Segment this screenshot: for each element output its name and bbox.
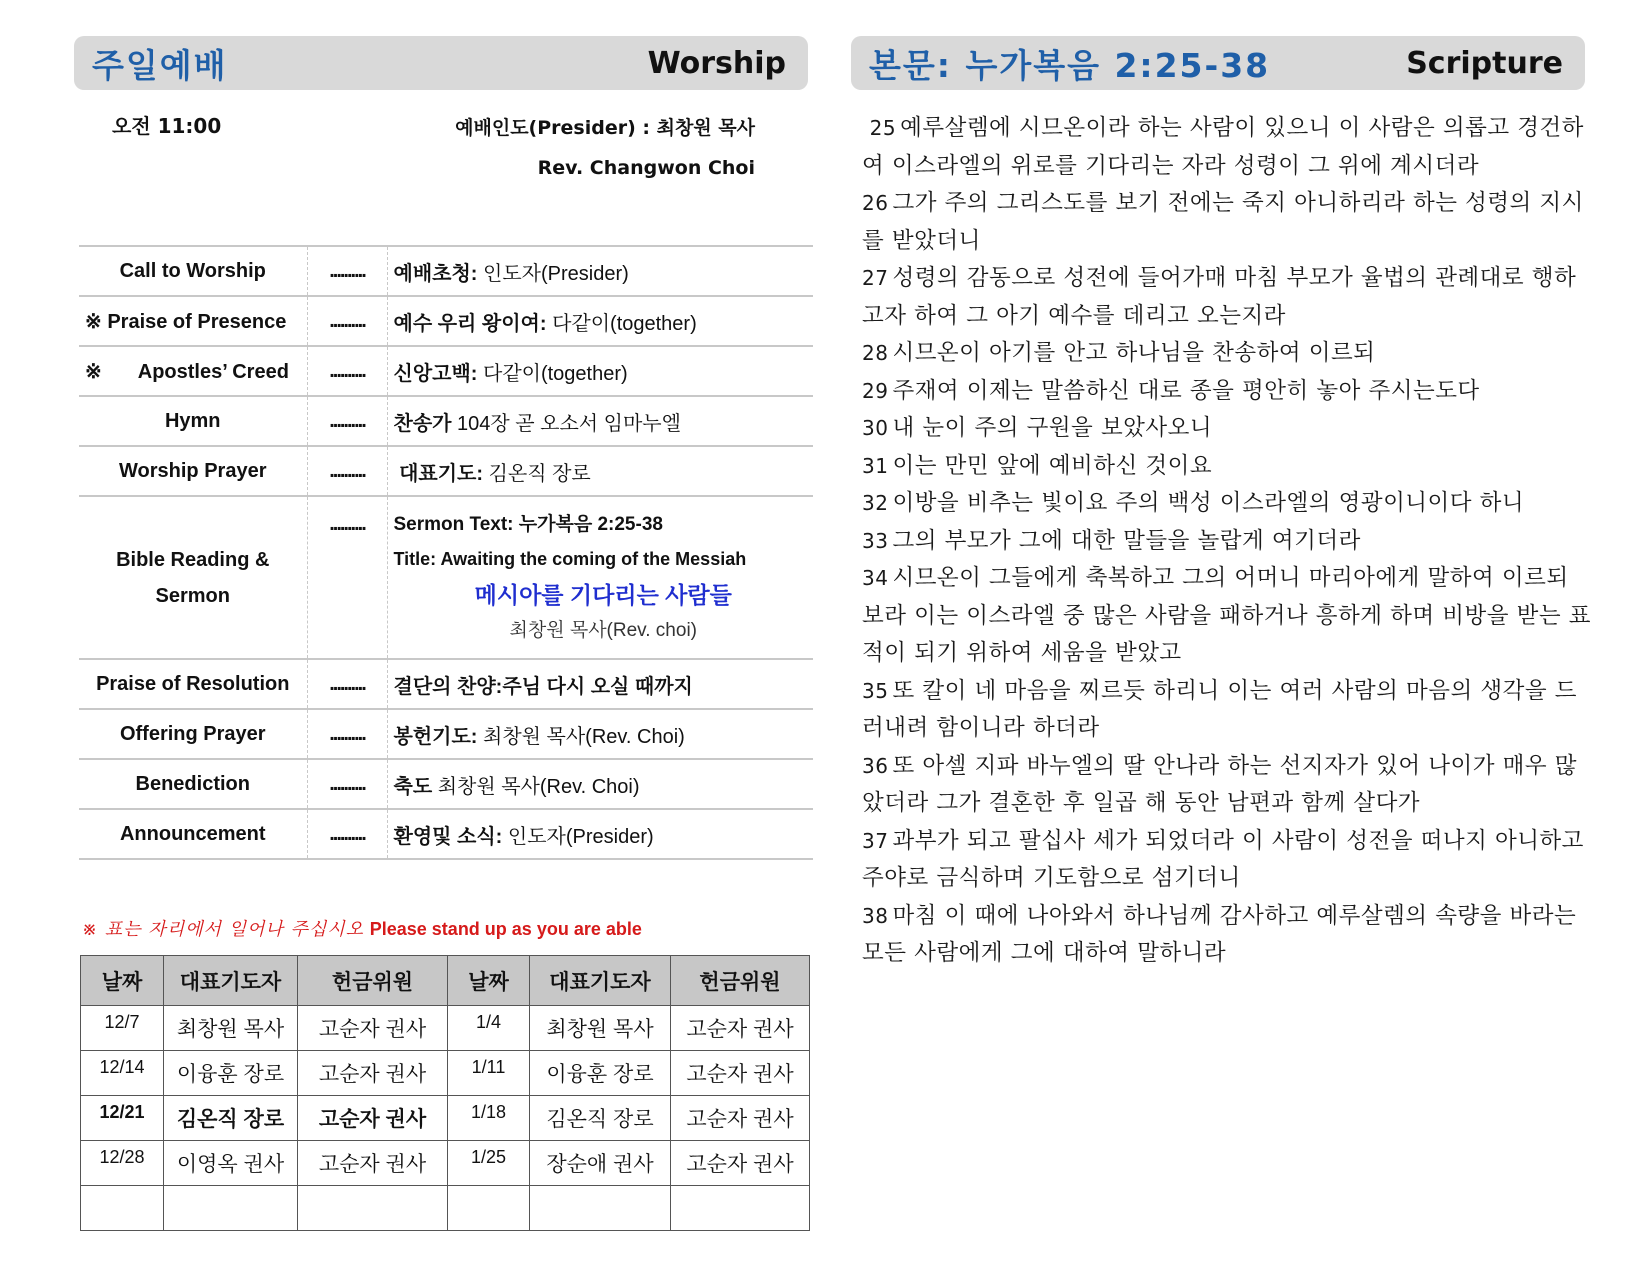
order-detail: 최창원 목사(Rev. Choi) bbox=[432, 775, 640, 798]
order-label: 예수 우리 왕이여: bbox=[393, 312, 547, 335]
order-label: 예배초청: bbox=[393, 262, 478, 285]
order-part: Offering Prayer bbox=[79, 709, 307, 759]
order-label: 찬송가 bbox=[393, 412, 452, 435]
order-leader-dots: .......... bbox=[307, 709, 387, 759]
verse-number: 27 bbox=[862, 266, 889, 290]
order-detail: 최창원 목사(Rev. Choi) bbox=[477, 725, 685, 748]
order-content bbox=[387, 246, 813, 296]
verse-text: 성령의 감동으로 성전에 들어가매 마침 부모가 율법의 관례대로 행하고자 하여 그 아기 예수를 데리고 오는지라 bbox=[862, 265, 1577, 329]
order-leader-dots: .......... bbox=[307, 296, 387, 346]
sermon-title-ko: 메시아를 기다리는 사람들 bbox=[474, 581, 732, 608]
order-content bbox=[387, 446, 813, 496]
worship-title-en: Worship bbox=[647, 45, 786, 81]
verse bbox=[862, 673, 1592, 748]
order-leader-dots: .......... bbox=[307, 809, 387, 859]
order-part-label: Praise of Presence bbox=[107, 310, 287, 333]
order-content bbox=[387, 296, 813, 346]
roster-date: 1/25 bbox=[448, 1141, 530, 1186]
roster-date: 12/7 bbox=[81, 1006, 164, 1051]
order-part bbox=[79, 346, 307, 396]
order-row bbox=[79, 246, 813, 296]
order-part: Call to Worship bbox=[79, 246, 307, 296]
order-detail: 인도자(Presider) bbox=[502, 825, 654, 848]
presider-info bbox=[400, 108, 755, 188]
order-detail: 다같이(together) bbox=[546, 312, 697, 335]
stand-note-en: Please stand up as you are able bbox=[369, 919, 642, 939]
order-content bbox=[387, 346, 813, 396]
roster-row bbox=[81, 1096, 810, 1141]
roster-header-date: 날짜 bbox=[448, 956, 530, 1006]
order-label: 결단의 찬양: bbox=[393, 675, 503, 698]
verse-number: 38 bbox=[862, 903, 889, 928]
order-leader-dots: .......... bbox=[307, 246, 387, 296]
roster-date: 1/18 bbox=[448, 1096, 530, 1141]
verse-number: 32 bbox=[862, 491, 889, 515]
roster-date: 1/11 bbox=[448, 1051, 530, 1096]
order-content bbox=[387, 759, 813, 809]
scripture-header bbox=[851, 36, 1585, 90]
order-row bbox=[79, 396, 813, 446]
order-detail: 김온직 장로 bbox=[483, 462, 591, 485]
order-leader-dots: .......... bbox=[307, 496, 387, 659]
roster-row-empty bbox=[81, 1186, 810, 1231]
scripture-text bbox=[862, 110, 1592, 973]
verse-text: 시므온이 아기를 안고 하나님을 찬송하여 이르되 bbox=[892, 340, 1376, 366]
order-part: Hymn bbox=[79, 396, 307, 446]
roster-header-prayer: 대표기도자 bbox=[164, 956, 298, 1006]
sermon-text: Sermon Text: 누가복음 2:25-38 bbox=[393, 513, 663, 535]
verse bbox=[862, 335, 1592, 373]
roster-offering: 고순자 권사 bbox=[671, 1096, 810, 1141]
stand-note bbox=[82, 915, 642, 941]
roster-prayer: 장순애 권사 bbox=[530, 1141, 671, 1186]
roster-empty-cell bbox=[671, 1186, 810, 1231]
order-label: 환영및 소식: bbox=[393, 825, 503, 848]
verse bbox=[862, 823, 1592, 898]
order-leader-dots: .......... bbox=[307, 659, 387, 709]
roster-date: 12/28 bbox=[81, 1141, 164, 1186]
verse bbox=[862, 373, 1592, 411]
verse-text: 또 칼이 네 마음을 찌르듯 하리니 이는 여러 사람의 마음의 생각을 드러내려 함이니라 하더라 bbox=[862, 677, 1577, 741]
verse-text: 시므온이 그들에게 축복하고 그의 어머니 마리아에게 말하여 이르되 보라 이는 이스라엘 중 많은 사람을 패하거나 흥하게 하며 비방을 받는 표적이 되기 위하여 세움을 받았고 bbox=[862, 565, 1591, 666]
roster-header-prayer: 대표기도자 bbox=[530, 956, 671, 1006]
roster-offering: 고순자 권사 bbox=[671, 1006, 810, 1051]
roster-offering: 고순자 권사 bbox=[671, 1141, 810, 1186]
roster-empty-cell bbox=[530, 1186, 671, 1231]
verse bbox=[862, 448, 1592, 486]
order-content bbox=[387, 659, 813, 709]
verse bbox=[862, 410, 1592, 448]
roster-header-row bbox=[81, 956, 810, 1006]
order-row bbox=[79, 759, 813, 809]
order-content bbox=[387, 809, 813, 859]
order-part: Benediction bbox=[79, 759, 307, 809]
stand-note-ko: ※ 표는 자리에서 일어나 주십시오 bbox=[82, 919, 365, 940]
roster-header-date: 날짜 bbox=[81, 956, 164, 1006]
order-row bbox=[79, 446, 813, 496]
order-part: Announcement bbox=[79, 809, 307, 859]
verse-text: 그의 부모가 그에 대한 말들을 놀랍게 여기더라 bbox=[892, 527, 1361, 554]
roster-row bbox=[81, 1006, 810, 1051]
presider-en: Rev. Changwon Choi bbox=[537, 157, 755, 179]
roster-prayer: 이융훈 장로 bbox=[530, 1051, 671, 1096]
verse-text: 그가 주의 그리스도를 보기 전에는 죽지 아니하리라 하는 성령의 지시를 받았더니 bbox=[862, 190, 1584, 254]
presider-ko: 예배인도(Presider) : 최창원 목사 bbox=[455, 117, 755, 139]
verse bbox=[862, 560, 1592, 673]
roster-header-offering: 헌금위원 bbox=[671, 956, 810, 1006]
roster-row bbox=[81, 1141, 810, 1186]
verse-number: 29 bbox=[862, 378, 889, 403]
verse-text: 과부가 되고 팔십사 세가 되었더라 이 사람이 성전을 떠나지 아니하고 주야로 금식하며 기도함으로 섬기더니 bbox=[862, 827, 1584, 891]
worship-header bbox=[74, 36, 808, 90]
verse-number: 34 bbox=[862, 566, 889, 590]
verse-number: 36 bbox=[862, 753, 889, 778]
duty-roster-table bbox=[80, 955, 810, 1231]
roster-empty-cell bbox=[298, 1186, 448, 1231]
roster-prayer: 김온직 장로 bbox=[164, 1096, 298, 1141]
order-detail: 인도자(Presider) bbox=[477, 262, 629, 285]
scripture-title-en: Scripture bbox=[1406, 45, 1563, 81]
verse-text: 주재여 이제는 말씀하신 대로 종을 평안히 놓아 주시는도다 bbox=[892, 377, 1480, 404]
order-label: 신앙고백: bbox=[393, 362, 478, 385]
verse-number: 28 bbox=[862, 341, 889, 365]
roster-offering: 고순자 권사 bbox=[671, 1051, 810, 1096]
order-leader-dots: .......... bbox=[307, 396, 387, 446]
order-content bbox=[387, 709, 813, 759]
roster-empty-cell bbox=[81, 1186, 164, 1231]
order-label: 축도 bbox=[393, 775, 433, 798]
order-part: Praise of Resolution bbox=[79, 659, 307, 709]
order-row bbox=[79, 709, 813, 759]
sermon-part-label: Bible Reading & Sermon bbox=[116, 548, 270, 607]
stand-mark: ※ bbox=[85, 360, 102, 383]
sermon-preacher: 최창원 목사(Rev. choi) bbox=[509, 619, 697, 641]
order-part bbox=[79, 296, 307, 346]
order-detail: 주님 다시 오실 때까지 bbox=[502, 675, 693, 698]
roster-empty-cell bbox=[164, 1186, 298, 1231]
verse-number: 37 bbox=[862, 828, 889, 853]
roster-prayer: 김온직 장로 bbox=[530, 1096, 671, 1141]
verse bbox=[862, 898, 1592, 973]
roster-prayer: 이영옥 권사 bbox=[164, 1141, 298, 1186]
sermon-title-en: Title: Awaiting the coming of the Messiah bbox=[393, 548, 747, 569]
roster-row bbox=[81, 1051, 810, 1096]
order-detail: 다같이(together) bbox=[477, 362, 628, 385]
service-time: 오전 11:00 bbox=[112, 114, 222, 138]
verse bbox=[862, 260, 1592, 335]
order-row bbox=[79, 659, 813, 709]
roster-empty-cell bbox=[448, 1186, 530, 1231]
order-row bbox=[79, 809, 813, 859]
verse-number: 35 bbox=[862, 678, 889, 703]
verse-text: 예루살렘에 시므온이라 하는 사람이 있으니 이 사람은 의롭고 경건하여 이스라엘의 위로를 기다리는 자라 성령이 그 위에 계시더라 bbox=[862, 115, 1584, 179]
scripture-title-ko: 본문: 누가복음 2:25-38 bbox=[869, 45, 1271, 85]
verse-text: 이는 만민 앞에 예비하신 것이요 bbox=[892, 452, 1213, 479]
sermon-content bbox=[387, 496, 813, 659]
order-row bbox=[79, 296, 813, 346]
verse bbox=[862, 185, 1592, 260]
order-detail: 104장 곧 오소서 임마누엘 bbox=[451, 412, 681, 435]
verse-text: 마침 이 때에 나아와서 하나님께 감사하고 예루살렘의 속량을 바라는 모든 사람에게 그에 대하여 말하니라 bbox=[862, 902, 1577, 966]
verse-text: 내 눈이 주의 구원을 보았사오니 bbox=[892, 415, 1213, 441]
order-part bbox=[79, 496, 307, 659]
verse bbox=[862, 110, 1592, 185]
order-content bbox=[387, 396, 813, 446]
verse-number: 31 bbox=[862, 453, 889, 478]
worship-title-ko: 주일예배 bbox=[92, 45, 228, 85]
roster-date: 12/21 bbox=[81, 1096, 164, 1141]
order-part-label: Apostles’ Creed bbox=[137, 360, 289, 383]
order-part: Worship Prayer bbox=[79, 446, 307, 496]
order-row bbox=[79, 346, 813, 396]
order-label: 대표기도: bbox=[399, 462, 484, 485]
roster-date: 1/4 bbox=[448, 1006, 530, 1051]
order-leader-dots: .......... bbox=[307, 446, 387, 496]
order-row-sermon bbox=[79, 496, 813, 659]
verse bbox=[862, 485, 1592, 523]
order-leader-dots: .......... bbox=[307, 346, 387, 396]
roster-offering: 고순자 권사 bbox=[298, 1141, 448, 1186]
order-leader-dots: .......... bbox=[307, 759, 387, 809]
verse-text: 또 아셀 지파 바누엘의 딸 안나라 하는 선지자가 있어 나이가 매우 많았더라 그가 결혼한 후 일곱 해 동안 남편과 함께 살다가 bbox=[862, 752, 1577, 816]
roster-date: 12/14 bbox=[81, 1051, 164, 1096]
roster-prayer: 최창원 목사 bbox=[530, 1006, 671, 1051]
roster-offering: 고순자 권사 bbox=[298, 1051, 448, 1096]
roster-offering: 고순자 권사 bbox=[298, 1096, 448, 1141]
roster-prayer: 최창원 목사 bbox=[164, 1006, 298, 1051]
stand-mark: ※ bbox=[85, 310, 102, 333]
verse bbox=[862, 523, 1592, 561]
order-of-worship bbox=[79, 245, 813, 860]
verse-text: 이방을 비추는 빛이요 주의 백성 이스라엘의 영광이니이다 하니 bbox=[892, 490, 1525, 516]
order-label: 봉헌기도: bbox=[393, 725, 478, 748]
verse-number: 30 bbox=[862, 416, 889, 440]
verse-number: 26 bbox=[862, 191, 889, 215]
verse-number: 33 bbox=[862, 528, 889, 553]
roster-offering: 고순자 권사 bbox=[298, 1006, 448, 1051]
verse bbox=[862, 748, 1592, 823]
roster-prayer: 이융훈 장로 bbox=[164, 1051, 298, 1096]
verse-number: 25 bbox=[869, 116, 897, 140]
roster-header-offering: 헌금위원 bbox=[298, 956, 448, 1006]
